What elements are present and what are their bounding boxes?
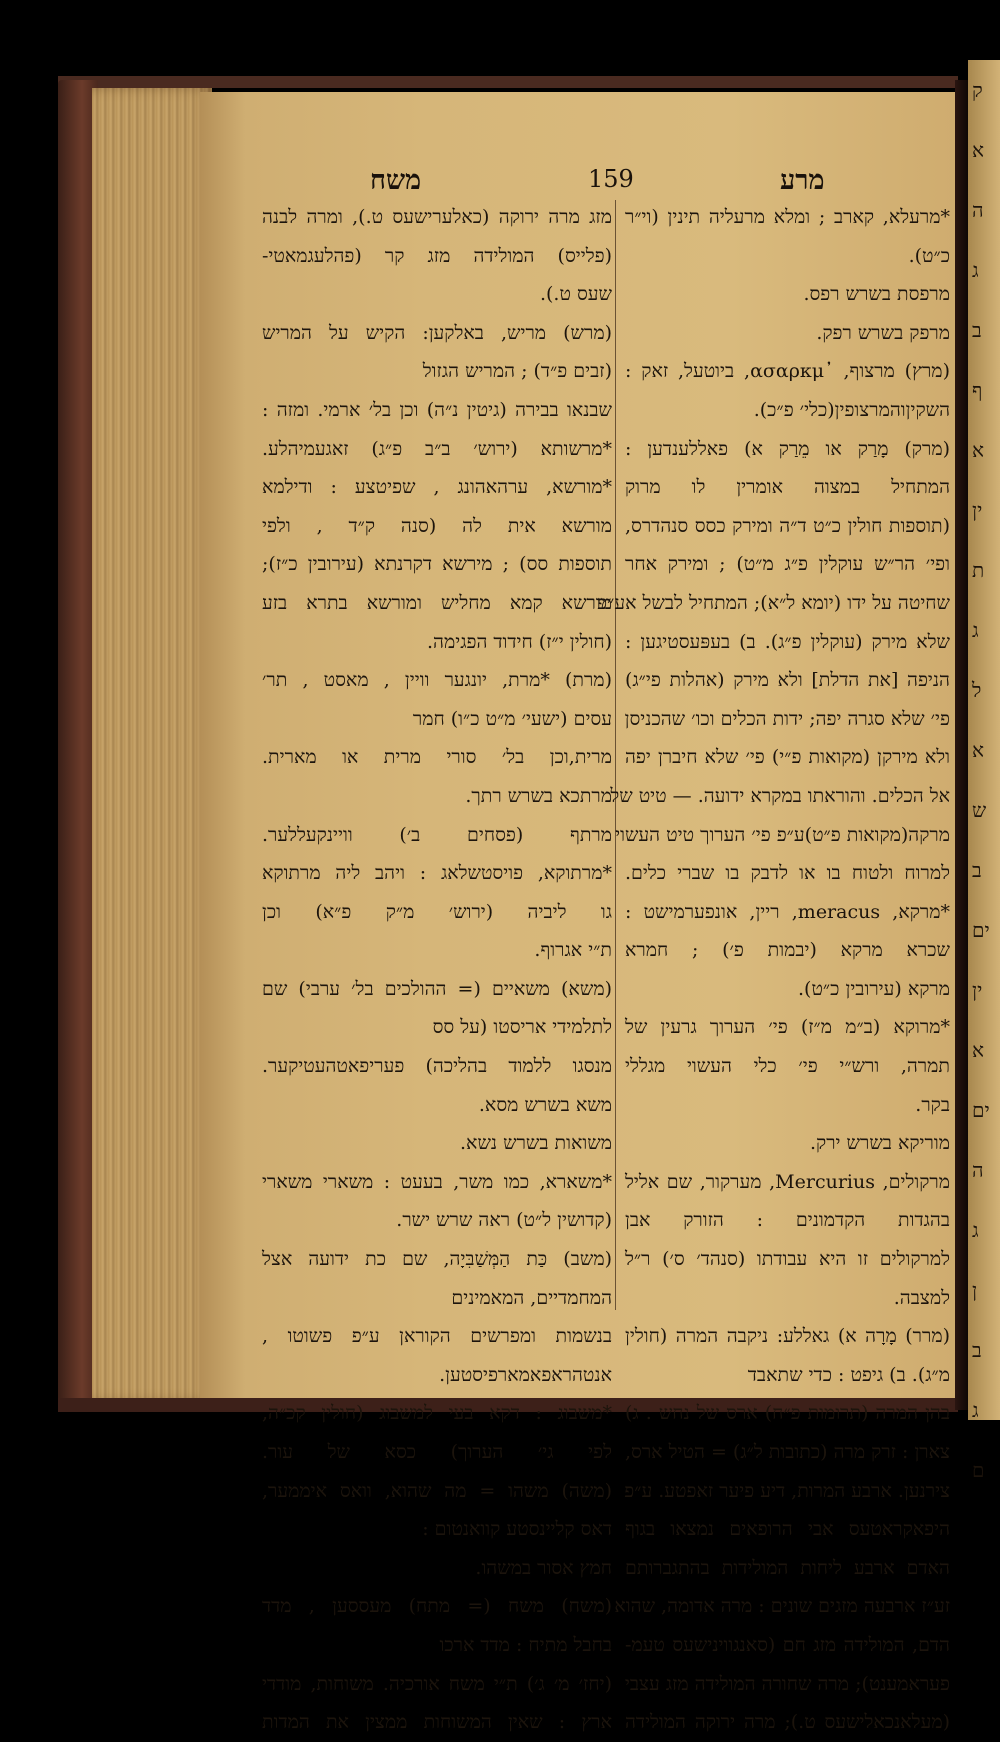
facing-page-fragment: ת [972, 558, 985, 582]
facing-page-fragment: א [972, 138, 985, 162]
right-column-line: למרקולים זו היא עבודתו (סנהד׳ ס׳) ר״ל [625, 1248, 950, 1271]
left-column-line: (מרש) מריש, באלקען: הקיש על המריש [262, 321, 612, 344]
left-column-line: מרתכא בשרש רתך. [465, 784, 612, 807]
right-column-line: זע״ז ארבעה מזגים שונים : מרה אדומה, שהוא [614, 1595, 950, 1618]
book-gutter [955, 80, 969, 1410]
right-column-line: מרקא (עירובין כ״ט). [798, 977, 950, 1000]
left-column-line: בנשמות ומפרשים הקוראן ע״פ פשוטו , [262, 1325, 612, 1348]
left-column-line: המחמדיים, המאמינים [451, 1286, 612, 1309]
left-column-line: (משא) משאיים (= ההולכים בל׳ ערבי) שם [262, 977, 612, 1000]
left-column-line: מורשא קמא מחליש ומורשא בתרא בזע [262, 591, 612, 614]
left-column-line: חמץ אסור במשהו. [475, 1556, 612, 1579]
facing-page-fragment: ל [972, 678, 982, 702]
left-column-line: דאס קליינסטע קוואנטום : [422, 1518, 612, 1541]
column-divider [615, 200, 616, 1310]
right-column-line: מוריקא בשרש ירק. [809, 1132, 950, 1155]
right-column-line: *מרעלא, קארב ; ומלא מרעליה תינין (וי״ר [625, 206, 950, 228]
right-column-line: הניפה [את הדלת] ולא מירק (אהלות פי״ג) [625, 669, 950, 692]
left-column-line: משואות בשרש נשא. [460, 1132, 612, 1155]
right-column-line: שכרא מרקא (יבמות פ׳) ; חמרא [625, 939, 950, 962]
right-column-line: צארן : זרק מרה (כתובות ל״ג) = הטיל ארס, [625, 1441, 950, 1463]
page-stack-edges [92, 88, 212, 1402]
left-column-line: מזג מרה ירוקה (כאלערישעס ט.), ומרה לבנה [262, 206, 612, 228]
right-column-line: פי׳ שלא סגרה יפה; ידות הכלים וכו׳ שהכניסן [624, 707, 950, 730]
facing-page-fragment: ין [972, 978, 983, 1002]
right-column-line: שלא מירק (עוקלין פ״ג). ב) בעפּעסטיגען : [625, 630, 950, 653]
facing-page-fragment: ג [972, 1398, 979, 1422]
left-column-line: בחבל מתיח : מדד ארכו [439, 1633, 612, 1656]
left-column-line: *משארא, כמו משר, בעעט : משארי משארי [262, 1170, 612, 1193]
right-column-line: (מעלאנכאלישעס ט.); מרה ירוקה המולידה [625, 1711, 950, 1734]
book-cover-top-edge [58, 76, 958, 88]
left-column-line: *משבוג : דקא בעי למשבוג (חולין קכ״ה, [262, 1402, 612, 1425]
right-column [597, 198, 950, 1742]
right-column-line: מרקולים, Mercurius, מערקור, שם אליל [625, 1170, 950, 1193]
right-column-line: האדם ארבע ליחות המולידות בהתגברותם [625, 1556, 950, 1579]
left-column [262, 198, 612, 1742]
facing-page-edge [968, 60, 1000, 1482]
left-column-line: ת״י אגרוף. [534, 939, 612, 962]
left-column-line: שבנאו בבירה (גיטין נ״ה) וכן בל׳ ארמי. ומזה : [262, 398, 612, 421]
left-column-line: (יחז׳ מ׳ ג׳) ת״י משח אורכיה. משוחות, מודדי [262, 1672, 612, 1695]
right-column-line: (מרק) מָרַק או מֵרַק א) פאללענדען : [625, 437, 950, 460]
left-column-line: (מרת) *מרת, יונגער וויין , מאסט , תר׳ [262, 669, 612, 692]
right-column-line: מ״ג). ב) גיפט : כדי שתאבד [747, 1363, 950, 1386]
left-column-line: *מרתוקא, פויסטשלאג : ויהב ליה מרתוקא [262, 862, 612, 885]
right-column-line: מרפק בשרש רפק. [816, 321, 950, 344]
right-column-line: למצבה. [893, 1286, 950, 1309]
right-column-line: בקר. [915, 1093, 950, 1116]
left-column-line: (משח) משח (= מתח) מעססען , מדד [262, 1595, 612, 1618]
left-column-line: עסים (ישעי׳ מ״ט כ״ו) חמר [412, 707, 612, 730]
facing-page-fragment: ים [972, 918, 990, 942]
right-column-line: כ״ט). [908, 244, 950, 267]
right-column-line: פעראמענט); מרה שחורה המולידה מזג עצבי [624, 1672, 950, 1695]
right-column-line: המתחיל במצוה אומרין לו מרוק [625, 476, 950, 499]
left-column-line: *מורשא, ערהאהונג , שפיטצע : ודילמא [262, 476, 612, 499]
left-column-line: תוספות סס) ; מירשא דקרנתא (עירובין כ״ז); [262, 553, 612, 576]
facing-page-fragment: ב [972, 858, 982, 882]
left-column-line: ארץ : שאין המשוחות ממצין את המדות [262, 1711, 612, 1734]
page-number: 159 [588, 165, 634, 193]
facing-page-fragment: ג [972, 618, 979, 642]
left-column-line: גו ליביה (ירוש׳ מ״ק פ״א) וכן [262, 900, 612, 923]
running-head-left: משח [370, 165, 422, 196]
right-column-line: בהגדות הקדמונים : הזורק אבן [625, 1209, 950, 1232]
facing-page-fragment: ג [972, 258, 979, 282]
facing-page-fragment: ף [972, 378, 983, 402]
left-column-line: (זבים פ״ד) ; המריש הגזול [422, 360, 612, 383]
left-column-line: מרתף (פסחים ב׳) וויינקעללער. [262, 823, 612, 846]
facing-page-fragment: ק [972, 78, 983, 102]
facing-page-fragment: ה [972, 1158, 984, 1182]
facing-page-fragment: א [972, 738, 985, 762]
right-column-line: (תוספות חולין כ״ט ד״ה ומירק כסס סנהדרס, [625, 514, 950, 537]
right-column-line: *מרקא, meracus, ריין, אונפערמישט : [625, 900, 950, 923]
facing-page-fragment: ים [972, 1098, 990, 1122]
left-column-line: (פלייס) המולידה מזג קר (פהלעגמאטי- [262, 244, 612, 267]
facing-page-fragment: ש [972, 798, 987, 822]
left-column-line: (קדושין ל״ט) ראה שרש ישר. [396, 1209, 612, 1232]
left-column-line: *מרשותא (ירוש׳ ב״ב פ״ג) זאגעמיהלע. [262, 437, 612, 460]
facing-page-fragment: ין [972, 498, 983, 522]
left-column-line: שעס ט.). [539, 283, 612, 306]
facing-page-fragment: ה [972, 198, 984, 222]
right-column-line: הדם, המולידה מזג חם (סאנגווינישעס טעמ- [625, 1633, 950, 1656]
left-column-line: מורשא אית לה (סנה ק״ד , ולפי [262, 514, 612, 537]
left-column-line: אנטהראפאמארפיסטען. [439, 1363, 612, 1386]
right-column-line: צירנען. ארבע המרות, דיע פיער זאפטע. ע״פ [624, 1479, 950, 1502]
left-column-line: לפי גי׳ הערוך) כסא של עור. [262, 1441, 612, 1463]
left-column-line: (משה) משהו = מה שהוא, וואס איממער, [262, 1479, 612, 1502]
facing-page-fragment: ג [972, 1218, 979, 1242]
left-column-line: (משב) כַּת הַמְּשַׁבִּיָה, שם כת ידועה אצל [262, 1248, 612, 1271]
right-column-line: תמרה, ורש״י פי׳ כלי העשוי מגללי [625, 1055, 950, 1078]
left-column-line: מנסגו ללמוד בהליכה) פעריפאטהעטיקער. [262, 1055, 612, 1078]
right-column-line: ופי׳ הר״ש עוקלין פ״ג מ״ט) ; ומירק אחר [625, 553, 950, 576]
running-head-right: מרע [780, 165, 825, 196]
right-column-line: ולא מירקן (מקואות פ״י) פי׳ שלא חיברן יפה [625, 746, 950, 769]
right-column-line: היפאקראטעס אבי הרופאים נמצאו בגוף [625, 1518, 950, 1541]
right-column-line: השקיןוהמרצופין(כלי׳ פ״כ). [753, 398, 950, 421]
right-column-line: (מרץ) מרצוף, ᾿ασαρκμ, ביוטעל, זאק : [625, 360, 950, 383]
right-column-line: למרוח ולטוח בו או לדבק בו שברי כלים. [625, 862, 950, 885]
facing-page-fragment: א [972, 438, 985, 462]
left-column-line: מרית,וכן בל׳ סורי מרית או מארית. [262, 746, 612, 769]
facing-page-fragment: ב [972, 1338, 982, 1362]
left-column-line: משא בשרש מסא. [478, 1093, 612, 1116]
facing-page-fragment: ן [972, 1278, 978, 1302]
right-column-line: מרקה(מקואות פ״ט)ע״פ פי׳ הערוך טיט העשוי [615, 823, 950, 846]
right-column-line: (מרר) מָרָה א) גאללע: ניקבה המרה (חולין [625, 1325, 950, 1348]
right-column-line: *מרוקא (ב״מ מ״ז) פי׳ הערוך גרעין של [625, 1016, 950, 1039]
facing-page-fragment: ם [972, 1458, 985, 1482]
right-column-line: אל הכלים. והוראתו במקרא ידועה. — טיט של [610, 784, 950, 807]
left-column-line: (חולין י״ז) חידוד הפגימה. [427, 630, 612, 653]
left-column-line: לתלמידי אריסטו (על סס [432, 1016, 612, 1039]
right-column-line: שחיטה על ידו (יומא ל״א); המתחיל לבשל אע״פ [597, 591, 950, 614]
right-column-line: בהן המרה (תרומות פ״ח) ארס של נחש . ג) [625, 1402, 950, 1425]
right-column-line: מרפסת בשרש רפס. [803, 283, 950, 306]
facing-page-fragment: א [972, 1038, 985, 1062]
facing-page-fragment: ב [972, 318, 982, 342]
